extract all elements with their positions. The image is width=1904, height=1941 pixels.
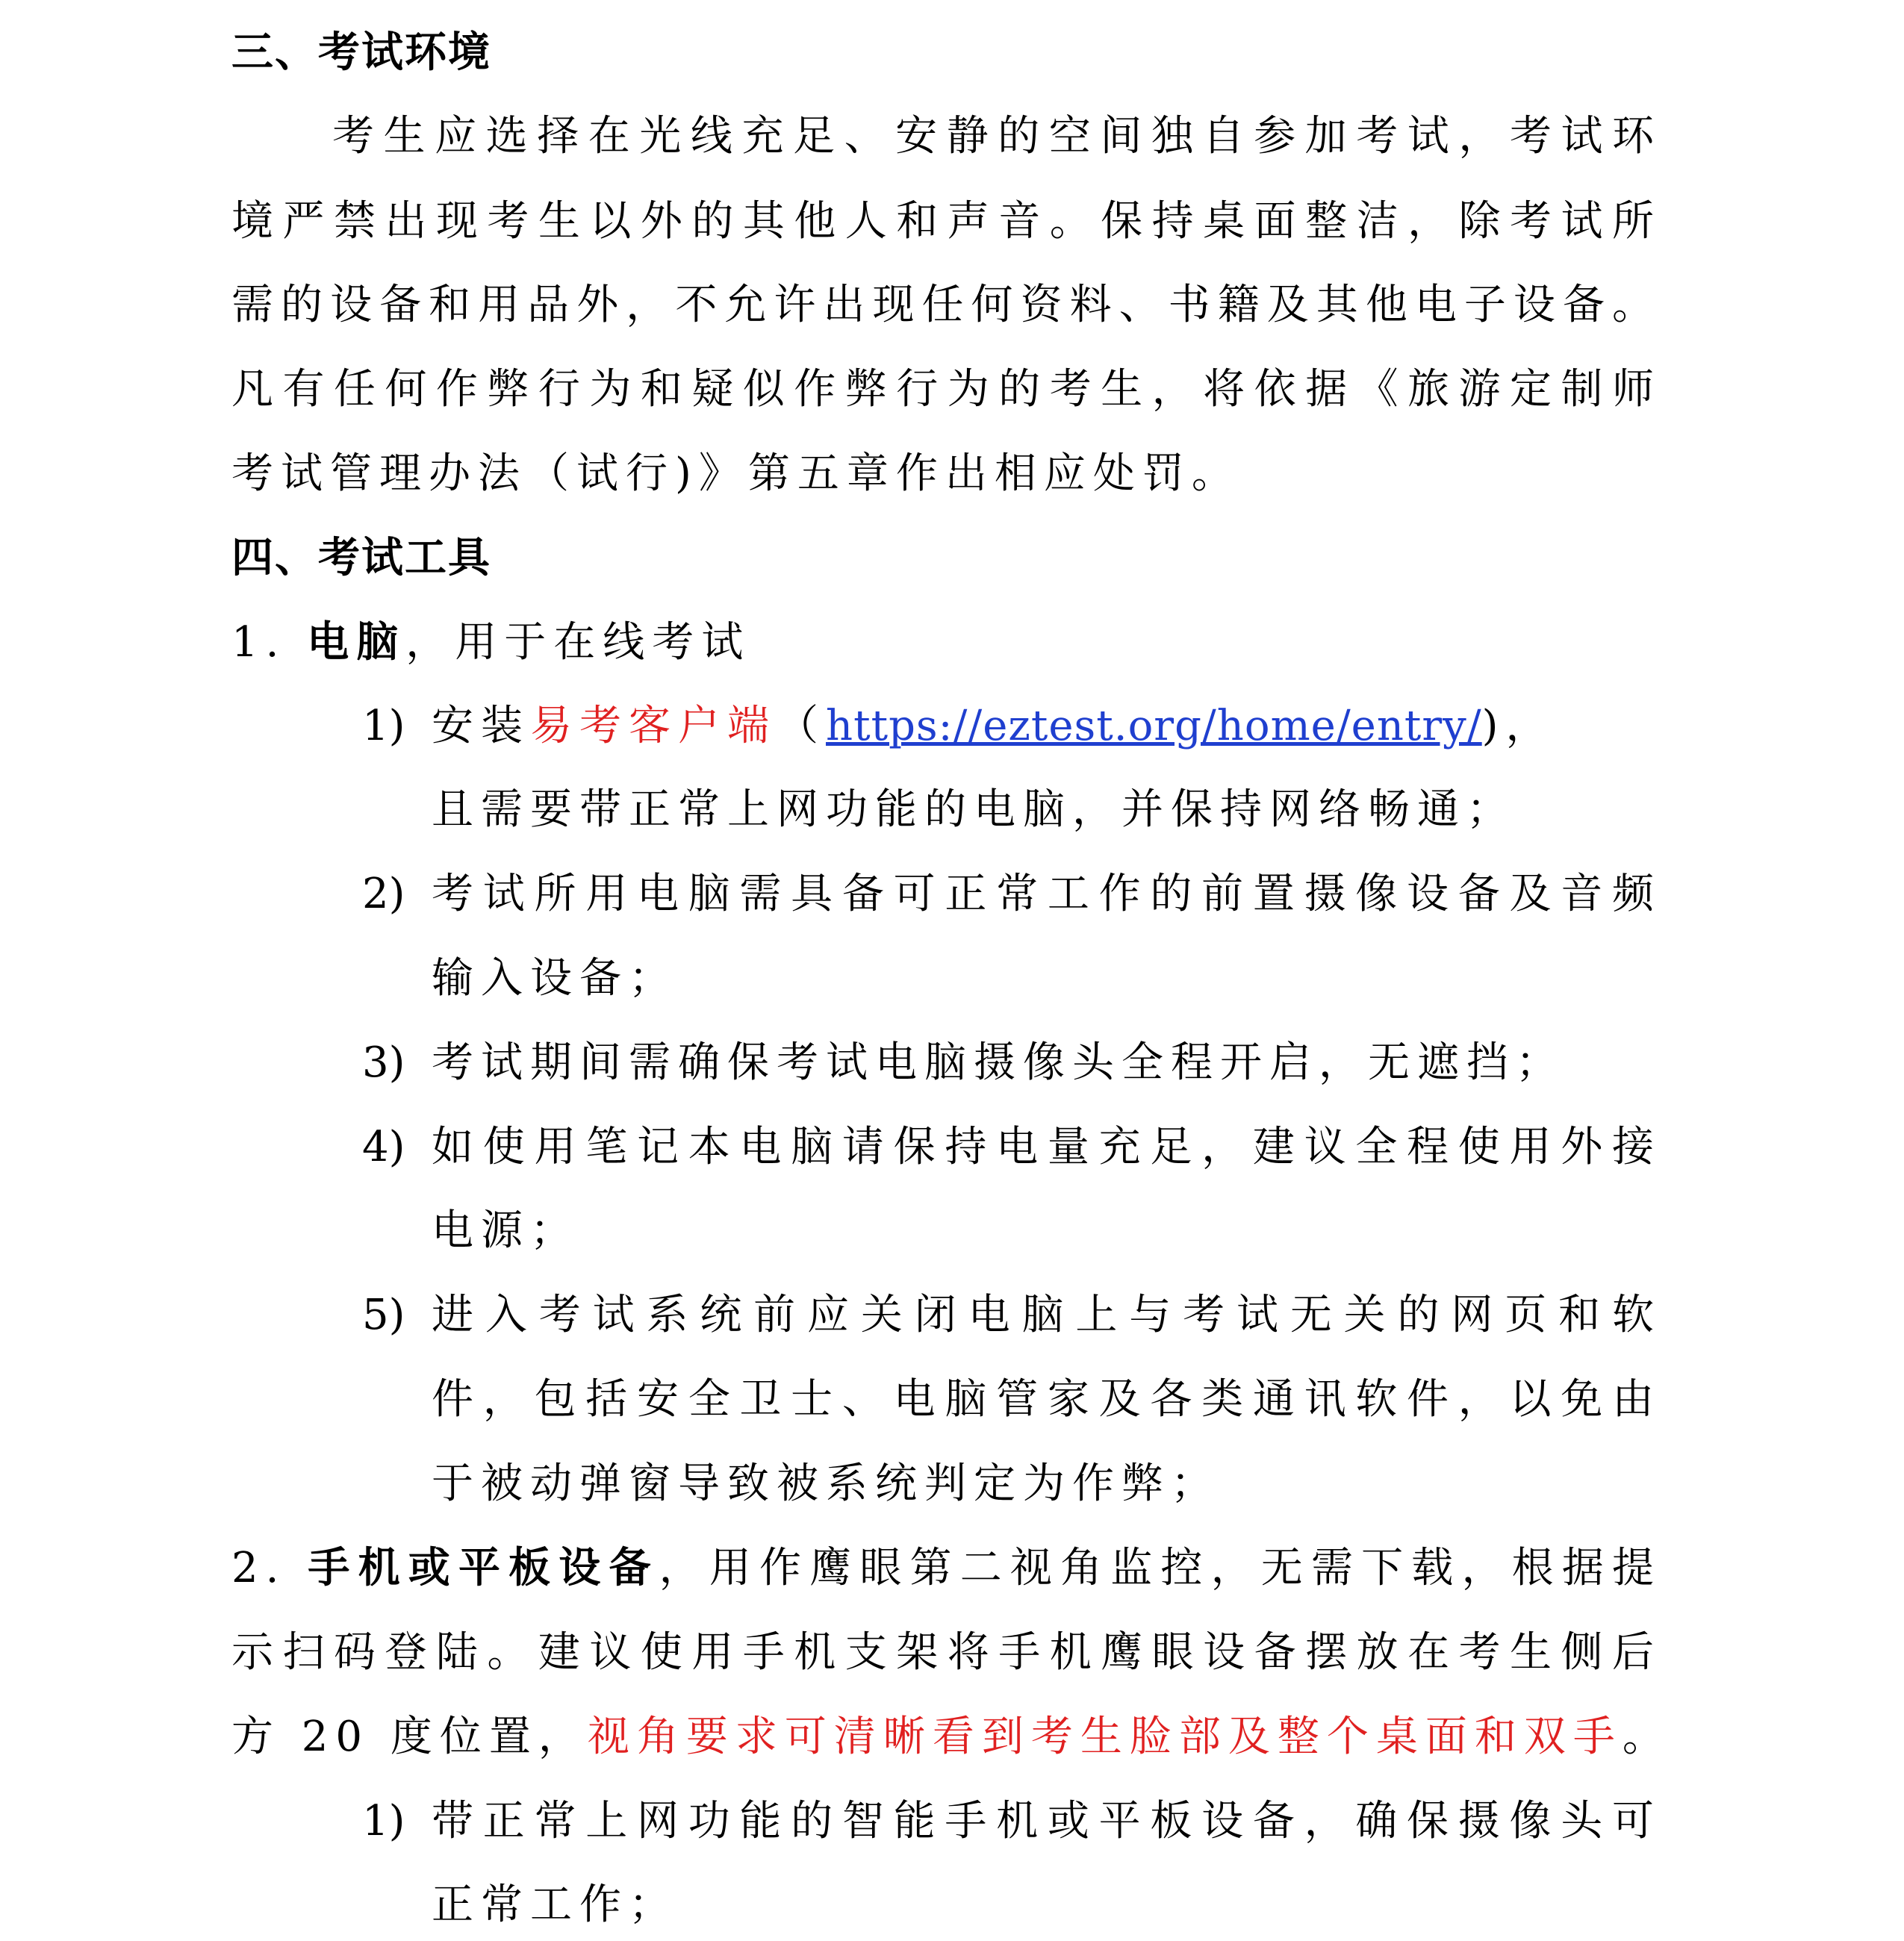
item-2-line-3-period: 。 — [1622, 1713, 1672, 1761]
item-2-number: 2. — [231, 1544, 287, 1592]
item-2-sub-1-number: 1) — [362, 1797, 405, 1845]
item-1-sub-2-number: 2) — [362, 870, 405, 918]
item-2-description: ，用作鹰眼第二视角监控，无需下载，根据提 — [659, 1544, 1661, 1592]
item-2-sub-1-line-1: 带正常上网功能的智能手机或平板设备，确保摄像头可 — [432, 1797, 1661, 1845]
item-1-line — [231, 617, 750, 669]
item-1-sub-5-line-3: 于被动弹窗导致被系统判定为作弊； — [432, 1459, 1220, 1508]
item-2-line-2: 示扫码登陆。建议使用手机支架将手机鹰眼设备摆放在考生侧后 — [231, 1628, 1661, 1677]
section-four-heading: 四、考试工具 — [231, 534, 491, 582]
item-1-sub-4-line-2: 电源； — [432, 1206, 579, 1255]
item-2-title: 手机或平板设备 — [308, 1544, 659, 1592]
item-1-sub-4-number: 4) — [362, 1123, 405, 1171]
eztest-download-link[interactable]: https://eztest.org/home/entry/ — [826, 702, 1482, 750]
item-1-sub-3-line-1: 考试期间需确保考试电脑摄像头全程开启，无遮挡； — [432, 1038, 1565, 1087]
open-paren: （ — [777, 702, 826, 750]
item-1-sub-5-line-1: 进入考试系统前应关闭电脑上与考试无关的网页和软 — [432, 1291, 1661, 1339]
item-1-description: ，用于在线考试 — [405, 618, 751, 667]
item-1-sub-1-line-1 — [432, 700, 1555, 753]
item-1-title: 电脑 — [307, 618, 406, 667]
item-2-line-3 — [231, 1711, 1672, 1763]
item-1-sub-5-number: 5) — [362, 1291, 405, 1339]
item-1-sub-2-line-1: 考试所用电脑需具备可正常工作的前置摄像设备及音频 — [432, 870, 1661, 918]
section-three-paragraph-line-4: 凡有任何作弊行为和疑似作弊行为的考生，将依据《旅游定制师 — [231, 365, 1661, 414]
item-1-sub-5-line-2: 件，包括安全卫士、电脑管家及各类通讯软件，以免由 — [432, 1375, 1661, 1424]
item-2-position-text: 方 20 度位置， — [231, 1713, 588, 1761]
view-angle-requirement-highlight: 视角要求可清晰看到考生脸部及整个桌面和双手 — [587, 1713, 1623, 1761]
item-1-sub-1-install-text: 安装 — [432, 702, 530, 750]
item-1-sub-2-line-2: 输入设备； — [432, 954, 678, 1003]
section-three-paragraph-line-5: 考试管理办法（试行)》第五章作出相应处罚。 — [231, 449, 1241, 498]
item-1-number: 1. — [231, 618, 287, 667]
section-three-paragraph-line-3: 需的设备和用品外，不允许出现任何资料、书籍及其他电子设备。 — [231, 281, 1661, 329]
item-2-line-1 — [231, 1542, 1661, 1595]
item-1-sub-1-line-2: 且需要带正常上网功能的电脑，并保持网络畅通； — [432, 785, 1516, 834]
section-three-heading: 三、考试环境 — [231, 28, 491, 77]
item-1-sub-4-line-1: 如使用笔记本电脑请保持电量充足，建议全程使用外接 — [432, 1123, 1661, 1171]
item-1-sub-1-number: 1) — [362, 702, 405, 750]
section-three-paragraph-line-1: 考生应选择在光线充足、安静的空间独自参加考试，考试环 — [332, 112, 1661, 161]
item-1-sub-3-number: 3) — [362, 1038, 405, 1087]
close-paren: )， — [1481, 702, 1555, 750]
item-2-sub-1-line-2: 正常工作； — [432, 1881, 678, 1929]
eztest-client-highlight: 易考客户端 — [530, 702, 777, 750]
section-three-paragraph-line-2: 境严禁出现考生以外的其他人和声音。保持桌面整洁，除考试所 — [231, 197, 1661, 246]
